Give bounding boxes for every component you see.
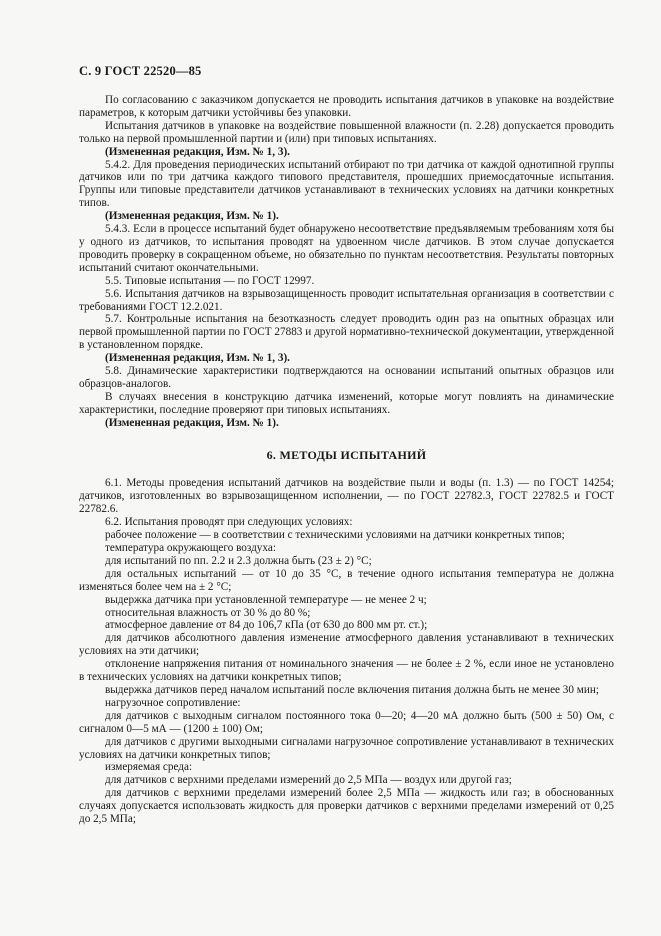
paragraph: температура окружающего воздуха:: [105, 542, 276, 554]
paragraph: измеряемая среда:: [105, 761, 193, 774]
amendment-note: (Измененная редакция, Изм. № 1, 3).: [105, 145, 290, 158]
paragraph: атмосферное давление от 84 до 106,7 кПа (от 630 до 800 мм рт. ст.);: [105, 619, 428, 632]
paragraph: относительная влажность от 30 % до 80 %;: [105, 606, 311, 619]
paragraph: 5.5. Типовые испытания — по ГОСТ 12997.: [105, 274, 315, 287]
paragraph: выдержка датчиков перед началом испытаний после включения питания должна быть не менее 30 мин;: [105, 683, 599, 696]
paragraph: 6.1. Методы проведения испытаний датчиков на воздействие пыли и воды (п. 1.3) — по ГОСТ 14254; датчиков, изготовленных во взрывозащищенном исполнении, — по ГОСТ 22782.3, ГОСТ 22782.5 и ГОСТ 22782.6.: [79, 477, 614, 516]
body-text: [79, 94, 614, 826]
paragraph: 5.8. Динамические характеристики подтверждаются на основании испытаний опытных образцов или образцов-аналогов.: [79, 365, 614, 390]
paragraph: 5.4.2. Для проведения периодических испытаний отбирают по три датчика от каждой однотипной группы датчиков или по три датчика каждого типового представителя, прошедших приемосдаточные испытания. Группы или типовые представители датчиков устанавливают в технических условиях на датчики конкретных типов.: [79, 158, 614, 210]
paragraph: для датчиков с верхними пределами измерений до 2,5 МПа — воздух или другой газ;: [105, 774, 512, 787]
paragraph: 5.7. Контрольные испытания на безотказность следует проводить один раз на опытных образцах или первой промышленной партии по ГОСТ 27883 и другой нормативно-технической документации, утвержденной в установленном порядке.: [79, 313, 614, 352]
paragraph: По согласованию с заказчиком допускается не проводить испытания датчиков в упаковке на воздействие параметров, к которым датчики устойчивы без упаковки.: [79, 94, 614, 119]
amendment-note: (Измененная редакция, Изм. № 1, 3).: [105, 352, 290, 365]
paragraph: для датчиков абсолютного давления изменение атмосферного давления устанавливают в технических условиях на эти датчики;: [79, 632, 614, 658]
paragraph: выдержка датчика при установленной температуре — не менее 2 ч;: [105, 593, 427, 606]
bottom-paragraphs: [79, 477, 614, 825]
paragraph: для остальных испытаний — от 10 до 35 °С, в течение одного испытания температура не должна изменяться более чем на ± 2 °С;: [79, 567, 614, 593]
paragraph: для датчиков с выходным сигналом постоянного тока 0—20; 4—20 мА должно быть (500 ± 50) Ом, с сигналом 0—5 мА — (1200 ± 100) Ом;: [79, 709, 614, 735]
paragraph: для испытаний по пп. 2.2 и 2.3 должна быть (23 ± 2) °С;: [105, 554, 372, 567]
paragraph: Испытания датчиков в упаковке на воздействие повышенной влажности (п. 2.28) допускается проводить только на первой промышленной партии и (или) при типовых испытаниях.: [79, 119, 614, 145]
paragraph: отклонение напряжения питания от номинального значения — не более ± 2 %, если иное не установлено в технических условиях на датчики конкретных типов;: [79, 658, 614, 684]
paragraph: для датчиков с другими выходными сигналами нагрузочное сопротивление устанавливают в технических условиях на датчики конкретных типов;: [79, 735, 614, 761]
amendment-note: (Измененная редакция, Изм. № 1).: [105, 210, 279, 223]
amendment-note: (Измененная редакция, Изм. № 1).: [105, 416, 279, 429]
paragraph: В случаях внесения в конструкцию датчика изменений, которые могут повлиять на динамические характеристики, последние проверяют при типовых испытаниях.: [79, 390, 614, 416]
section-title: 6. МЕТОДЫ ИСПЫТАНИЙ: [266, 447, 427, 462]
paragraph: 6.2. Испытания проводят при следующих условиях:: [105, 516, 353, 529]
paragraph: 5.4.3. Если в процессе испытаний будет обнаружено несоответствие предъявляемым требованиям хотя бы у одного из датчиков, то испытания проводят на удвоенном числе датчиков. В этом случае допускается проводить проверку в сокращенном объеме, но обязательно по пунктам несоответствия. Результаты повторных испытаний считают окончательными.: [79, 223, 614, 274]
paragraph: для датчиков с верхними пределами измерений более 2,5 МПа — жидкость или газ; в обоснованных случаях допускается использовать жидкость для проверки датчиков с верхними пределами измерений от 0,25 до 2,5 МПа;: [79, 787, 614, 826]
top-paragraphs: [79, 94, 614, 430]
paragraph: рабочее положение — в соответствии с техническими условиями на датчики конкретных типов;: [105, 529, 565, 542]
paragraph: 5.6. Испытания датчиков на взрывозащищенность проводит испытательная организация в соответствии с требованиями ГОСТ 12.2.021.: [79, 287, 614, 313]
paragraph: нагрузочное сопротивление:: [105, 696, 241, 709]
page-header: С. 9 ГОСТ 22520—85: [79, 64, 202, 78]
